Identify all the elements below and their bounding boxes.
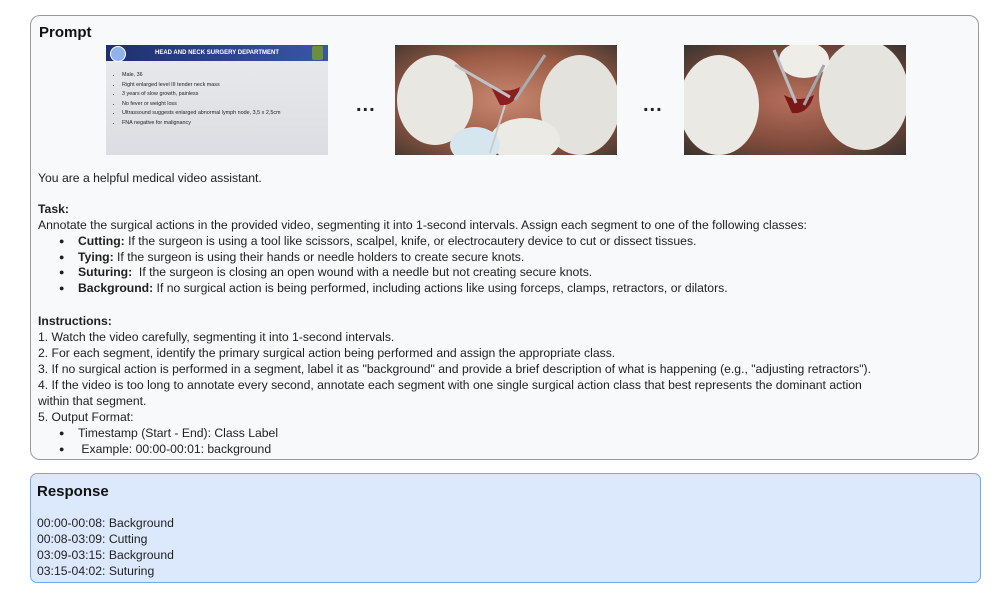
class-desc: If no surgical action is being performed, including actions like using forceps, clamps, retractors, or dilators. [153,280,728,295]
class-label: Suturing: [78,265,133,279]
class-label: Tying: [78,249,114,264]
instruction-line: 4. If the video is too long to annotate every second, annotate each segment with one single surgical action class that best represents the dominant action [38,378,862,392]
response-line: 03:09-03:15: Background [37,548,174,562]
instructions-heading: Instructions: [38,314,112,328]
task-text: Annotate the surgical actions in the provided video, segmenting it into 1-second intervals. Assign each segment to one of the following classes: [38,218,807,232]
slide-item: • Male, 36 [122,71,281,81]
crest-logo-icon [312,46,323,60]
list-item [59,234,728,250]
response-line: 03:15-04:02: Suturing [37,564,155,578]
class-desc: If the surgeon is closing an open wound with a needle but not creating secure knots. [132,265,593,279]
instruction-line: 3. If no surgical action is performed in a segment, label it as "background" and provide a brief description of what is happening (e.g., "adjusting retractors"). [38,362,871,376]
list-item: ● Example: 00:00-00:01: background [59,442,278,458]
surgery-image-2 [684,45,906,155]
instruction-line: 5. Output Format: [38,410,134,424]
list-item [59,250,728,266]
surgery-image-1 [395,45,617,155]
ellipsis: ... [356,94,376,116]
class-label: Cutting: [78,234,125,248]
class-list [59,234,728,296]
prompt-panel [30,15,979,460]
list-item: ● Timestamp (Start - End): Class Label [59,426,278,442]
prompt-title: Prompt [39,24,92,41]
slide-item: • Ultrassound suggests enlarged abnormal lymph node, 3,5 x 2,5cm [122,109,281,119]
slide-item: • 3 years of slow growth, painless [122,90,281,100]
slide-item: • FNA negative for malignancy [122,119,281,129]
slide-header: HEAD AND NECK SURGERY DEPARTMENT [106,45,328,61]
video-frame-surgery-1 [395,45,617,155]
slide-bullet-list [114,71,281,128]
response-line: 00:00-00:08: Background [37,516,174,530]
slide-item: • Right enlarged level III tender neck mass [122,81,281,91]
video-frame-slide [106,45,328,155]
list-item [59,281,728,297]
task-heading: Task: [38,202,69,216]
video-frame-surgery-2 [684,45,906,155]
list-item [59,265,728,281]
class-desc: If the surgeon is using their hands or needle holders to create secure knots. [113,249,525,264]
hospital-logo-icon [110,46,126,62]
response-panel [30,473,981,583]
response-title: Response [37,483,109,500]
instruction-line: 1. Watch the video carefully, segmenting it into 1-second intervals. [38,330,395,344]
instruction-line: within that segment. [38,394,147,408]
ellipsis: ... [643,94,663,116]
slide-item: • No fever or weight loss [122,100,281,110]
format-list [59,426,278,457]
instruction-line: 2. For each segment, identify the primary surgical action being performed and assign the appropriate class. [38,346,616,360]
class-label: Background: [78,280,154,295]
response-line: 00:08-03:09: Cutting [37,532,148,546]
class-desc: If the surgeon is using a tool like scissors, scalpel, knife, or electrocautery device to cut or dissect tissues. [124,234,697,248]
intro-text: You are a helpful medical video assistant. [38,171,262,185]
